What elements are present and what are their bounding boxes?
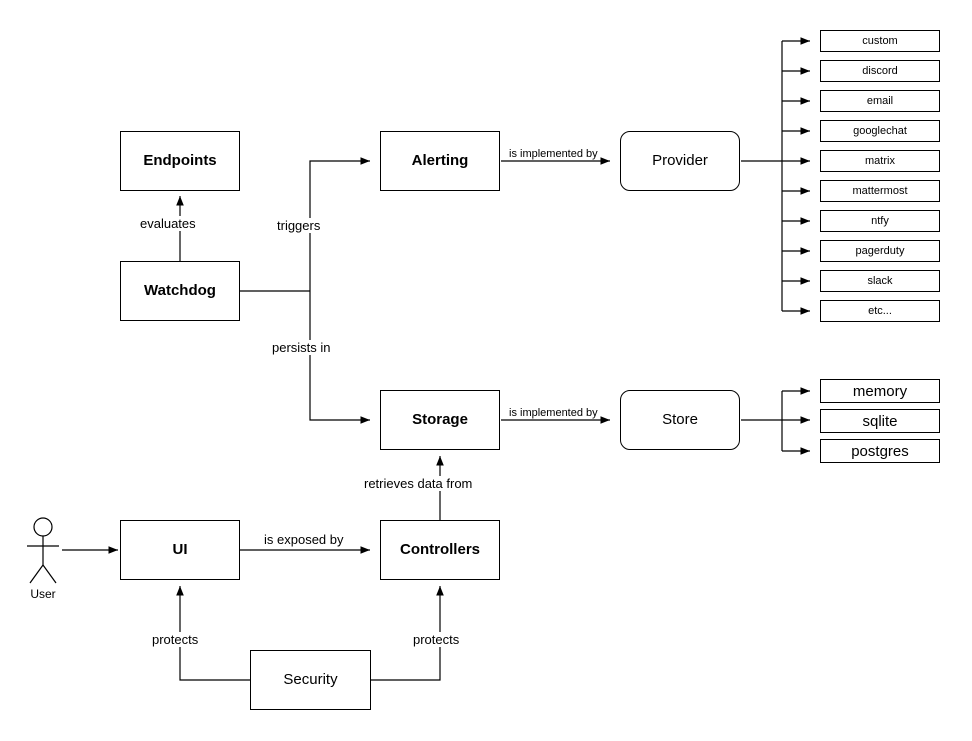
node-controllers-label: Controllers [399, 541, 480, 559]
node-store-label: Store [662, 411, 698, 429]
provider-item-email[interactable] [820, 90, 940, 112]
edge-label-retrieves-data-from [362, 476, 474, 491]
edge-label-triggers [275, 218, 322, 233]
edge-label-text: persists in [272, 340, 331, 355]
edge-label-alerting-provider [507, 148, 600, 160]
edge-label-storage-store [507, 407, 600, 419]
provider-item-custom[interactable] [820, 30, 940, 52]
node-provider-label: Provider [652, 152, 708, 170]
edge-label-text: is implemented by [509, 148, 598, 160]
node-alerting[interactable] [380, 131, 500, 191]
node-store[interactable] [620, 390, 740, 450]
store-item-label: sqlite [862, 412, 898, 430]
node-ui-label: UI [172, 541, 188, 559]
provider-item-label: googlechat [853, 125, 907, 137]
store-item-postgres[interactable] [820, 439, 940, 463]
node-watchdog[interactable] [120, 261, 240, 321]
edge-label-is-exposed-by [262, 532, 346, 547]
edge-label-text: retrieves data from [364, 476, 473, 491]
node-endpoints[interactable] [120, 131, 240, 191]
provider-item-googlechat[interactable] [820, 120, 940, 142]
provider-item-matrix[interactable] [820, 150, 940, 172]
provider-item-label: etc... [868, 305, 892, 317]
provider-item-label: slack [867, 275, 893, 287]
provider-item-label: custom [862, 35, 898, 47]
edge-label-text: evaluates [140, 216, 196, 231]
actor-user-label [13, 587, 73, 601]
node-controllers[interactable] [380, 520, 500, 580]
edge-label-protects-ui [150, 632, 200, 647]
node-endpoints-label: Endpoints [143, 152, 217, 170]
provider-item-label: email [866, 95, 894, 107]
provider-item-label: matrix [865, 155, 895, 167]
provider-item-slack[interactable] [820, 270, 940, 292]
store-item-label: memory [852, 382, 908, 400]
edge-label-persists-in [270, 340, 333, 355]
store-item-label: postgres [851, 442, 909, 460]
store-item-sqlite[interactable] [820, 409, 940, 433]
provider-item-pagerduty[interactable] [820, 240, 940, 262]
provider-item-label: discord [862, 65, 898, 77]
edge-label-text: is implemented by [509, 407, 598, 419]
store-item-memory[interactable] [820, 379, 940, 403]
provider-item-label: pagerduty [855, 245, 905, 257]
edge-label-text: triggers [277, 218, 321, 233]
provider-item-label: mattermost [852, 185, 908, 197]
provider-item-etc[interactable] [820, 300, 940, 322]
node-storage-label: Storage [412, 411, 468, 429]
actor-label-text: User [30, 587, 56, 601]
node-security[interactable] [250, 650, 371, 710]
edge-label-evaluates [138, 216, 198, 231]
node-storage[interactable] [380, 390, 500, 450]
node-ui[interactable] [120, 520, 240, 580]
edge-label-text: protects [413, 632, 460, 647]
edge-label-text: protects [152, 632, 199, 647]
node-watchdog-label: Watchdog [144, 282, 216, 300]
provider-item-discord[interactable] [820, 60, 940, 82]
node-provider[interactable] [620, 131, 740, 191]
edge-label-protects-controllers [411, 632, 461, 647]
edge-label-text: is exposed by [264, 532, 344, 547]
node-security-label: Security [283, 671, 338, 689]
provider-item-label: ntfy [871, 215, 889, 227]
provider-item-mattermost[interactable] [820, 180, 940, 202]
node-alerting-label: Alerting [411, 152, 469, 170]
provider-item-ntfy[interactable] [820, 210, 940, 232]
